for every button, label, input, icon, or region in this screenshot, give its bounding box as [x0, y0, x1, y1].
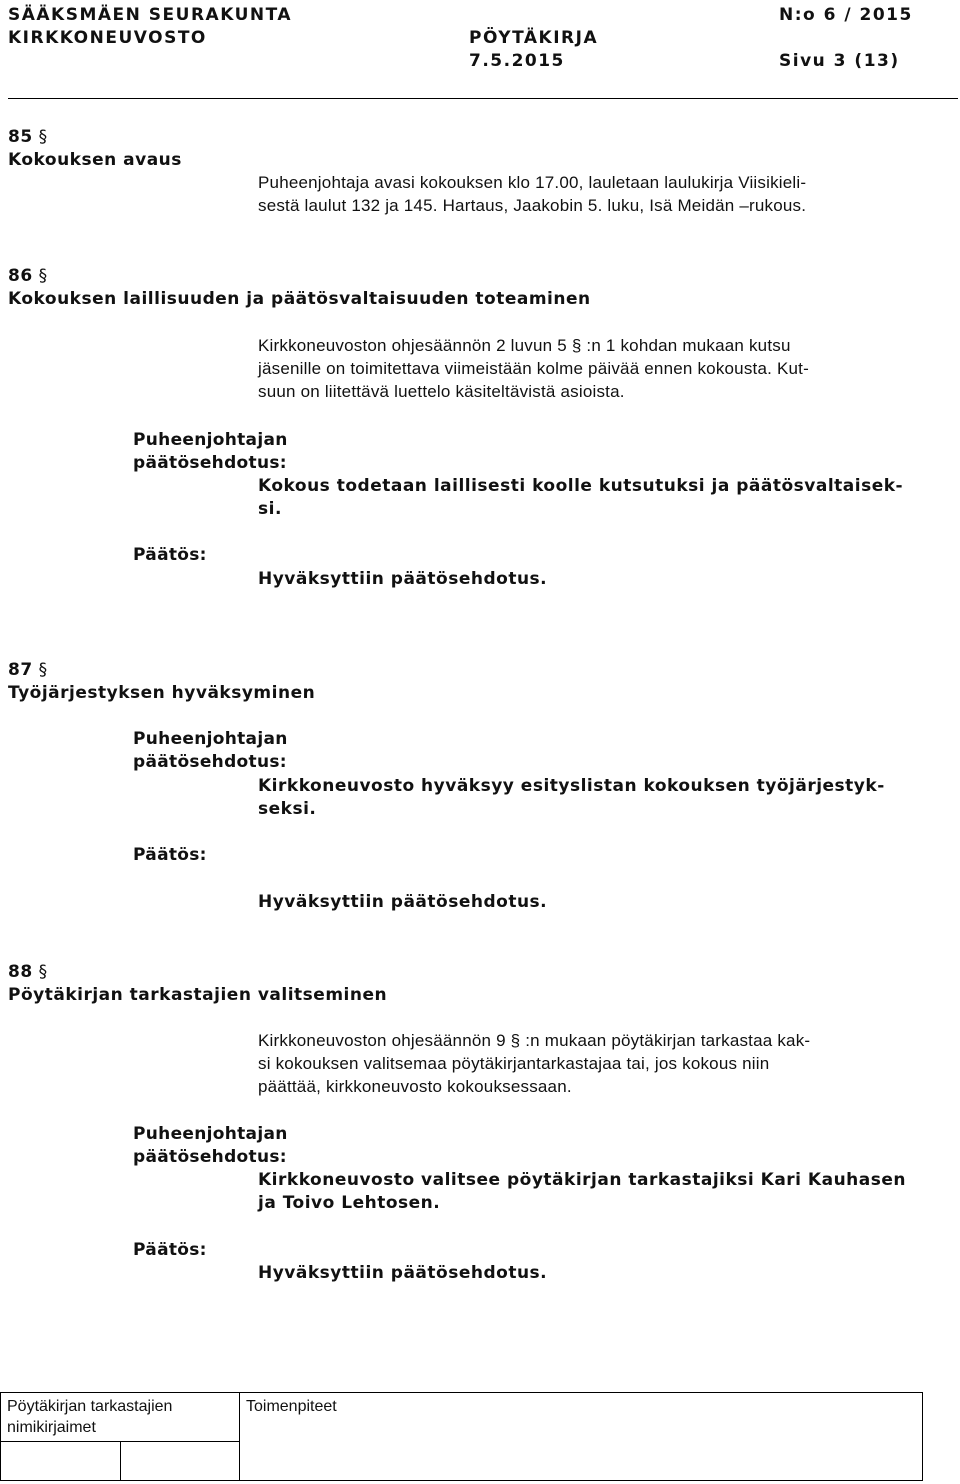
section-87-decision-label: Päätös: — [133, 845, 207, 865]
section-85-number: 85 § — [8, 127, 48, 147]
section-86-proposal-label-2: päätösehdotus: — [133, 453, 287, 473]
section-87-number: 87 § — [8, 660, 48, 680]
section-86-proposal-label-1: Puheenjohtajan — [133, 430, 288, 450]
section-85-text-line-2: sestä laulut 132 ja 145. Hartaus, Jaakobin 5. luku, Isä Meidän –rukous. — [258, 196, 807, 215]
section-88-proposal-line-2: ja Toivo Lehtosen. — [258, 1193, 441, 1213]
section-87-proposal-line-2: seksi. — [258, 799, 317, 819]
signature-initials-label-line-1: Pöytäkirjan tarkastajien — [7, 1398, 173, 1415]
section-88-text-line-3: päättää, kirkkoneuvosto kokouksessaan. — [258, 1077, 572, 1096]
section-88-text-line-1: Kirkkoneuvoston ohjesäännön 9 § :n mukaan pöytäkirjan tarkastaa kak- — [258, 1031, 811, 1050]
section-88-proposal-line-1: Kirkkoneuvosto valitsee pöytäkirjan tarkastajiksi Kari Kauhasen — [258, 1170, 906, 1190]
organization-name: SÄÄKSMÄEN SEURAKUNTA — [8, 5, 293, 25]
section-88-title: Pöytäkirjan tarkastajien valitseminen — [8, 985, 388, 1005]
signature-initials-label-line-2: nimikirjaimet — [7, 1419, 96, 1436]
section-88-number: 88 § — [8, 962, 48, 982]
actions-label: Toimenpiteet — [246, 1398, 337, 1415]
section-86-decision: Hyväksyttiin päätösehdotus. — [258, 569, 548, 589]
section-86-number: 86 § — [8, 266, 48, 286]
section-87-proposal-line-1: Kirkkoneuvosto hyväksyy esityslistan kokouksen työjärjestyk- — [258, 776, 885, 796]
section-88-proposal-label-2: päätösehdotus: — [133, 1147, 287, 1167]
section-86-title: Kokouksen laillisuuden ja päätösvaltaisuuden toteaminen — [8, 289, 591, 309]
section-87-title: Työjärjestyksen hyväksyminen — [8, 683, 316, 703]
footer-table — [0, 1392, 958, 1480]
section-88-decision-label: Päätös: — [133, 1240, 207, 1260]
section-86-proposal-line-1: Kokous todetaan laillisesti koolle kutsutuksi ja päätösvaltaisek- — [258, 476, 904, 496]
page-number: Sivu 3 (13) — [779, 51, 900, 71]
paragraph-sign: § — [38, 660, 48, 680]
section-88-decision: Hyväksyttiin päätösehdotus. — [258, 1263, 548, 1283]
section-86-text-line-1: Kirkkoneuvoston ohjesäännön 2 luvun 5 § :n 1 kohdan mukaan kutsu — [258, 336, 791, 355]
meeting-date: 7.5.2015 — [469, 51, 565, 71]
header-divider — [8, 98, 958, 99]
section-85-text-line-1: Puheenjohtaja avasi kokouksen klo 17.00, lauletaan laulukirja Viisikieli- — [258, 173, 807, 192]
document-type: PÖYTÄKIRJA — [469, 28, 599, 48]
section-87-proposal-label-2: päätösehdotus: — [133, 752, 287, 772]
section-86-text-line-3: suun on liitettävä luettelo käsiteltävistä asioista. — [258, 382, 625, 401]
actions-cell — [239, 1392, 923, 1481]
section-86-text-line-2: jäsenille on toimitettava viimeistään kolme päivää ennen kokousta. Kut- — [258, 359, 809, 378]
meeting-number: N:o 6 / 2015 — [779, 5, 913, 25]
initials-box-2[interactable] — [120, 1441, 240, 1481]
initials-box-1[interactable] — [0, 1441, 121, 1481]
section-85-title: Kokouksen avaus — [8, 150, 182, 170]
section-86-decision-label: Päätös: — [133, 545, 207, 565]
section-87-proposal-label-1: Puheenjohtajan — [133, 729, 288, 749]
signature-initials-label-cell — [0, 1392, 240, 1442]
paragraph-sign: § — [38, 266, 48, 286]
paragraph-sign: § — [38, 127, 48, 147]
section-86-proposal-line-2: si. — [258, 499, 282, 519]
paragraph-sign: § — [38, 962, 48, 982]
body-name: KIRKKONEUVOSTO — [8, 28, 207, 48]
section-87-decision: Hyväksyttiin päätösehdotus. — [258, 892, 548, 912]
section-88-text-line-2: si kokouksen valitsemaa pöytäkirjantarkastajaa tai, jos kokous niin — [258, 1054, 770, 1073]
section-88-proposal-label-1: Puheenjohtajan — [133, 1124, 288, 1144]
